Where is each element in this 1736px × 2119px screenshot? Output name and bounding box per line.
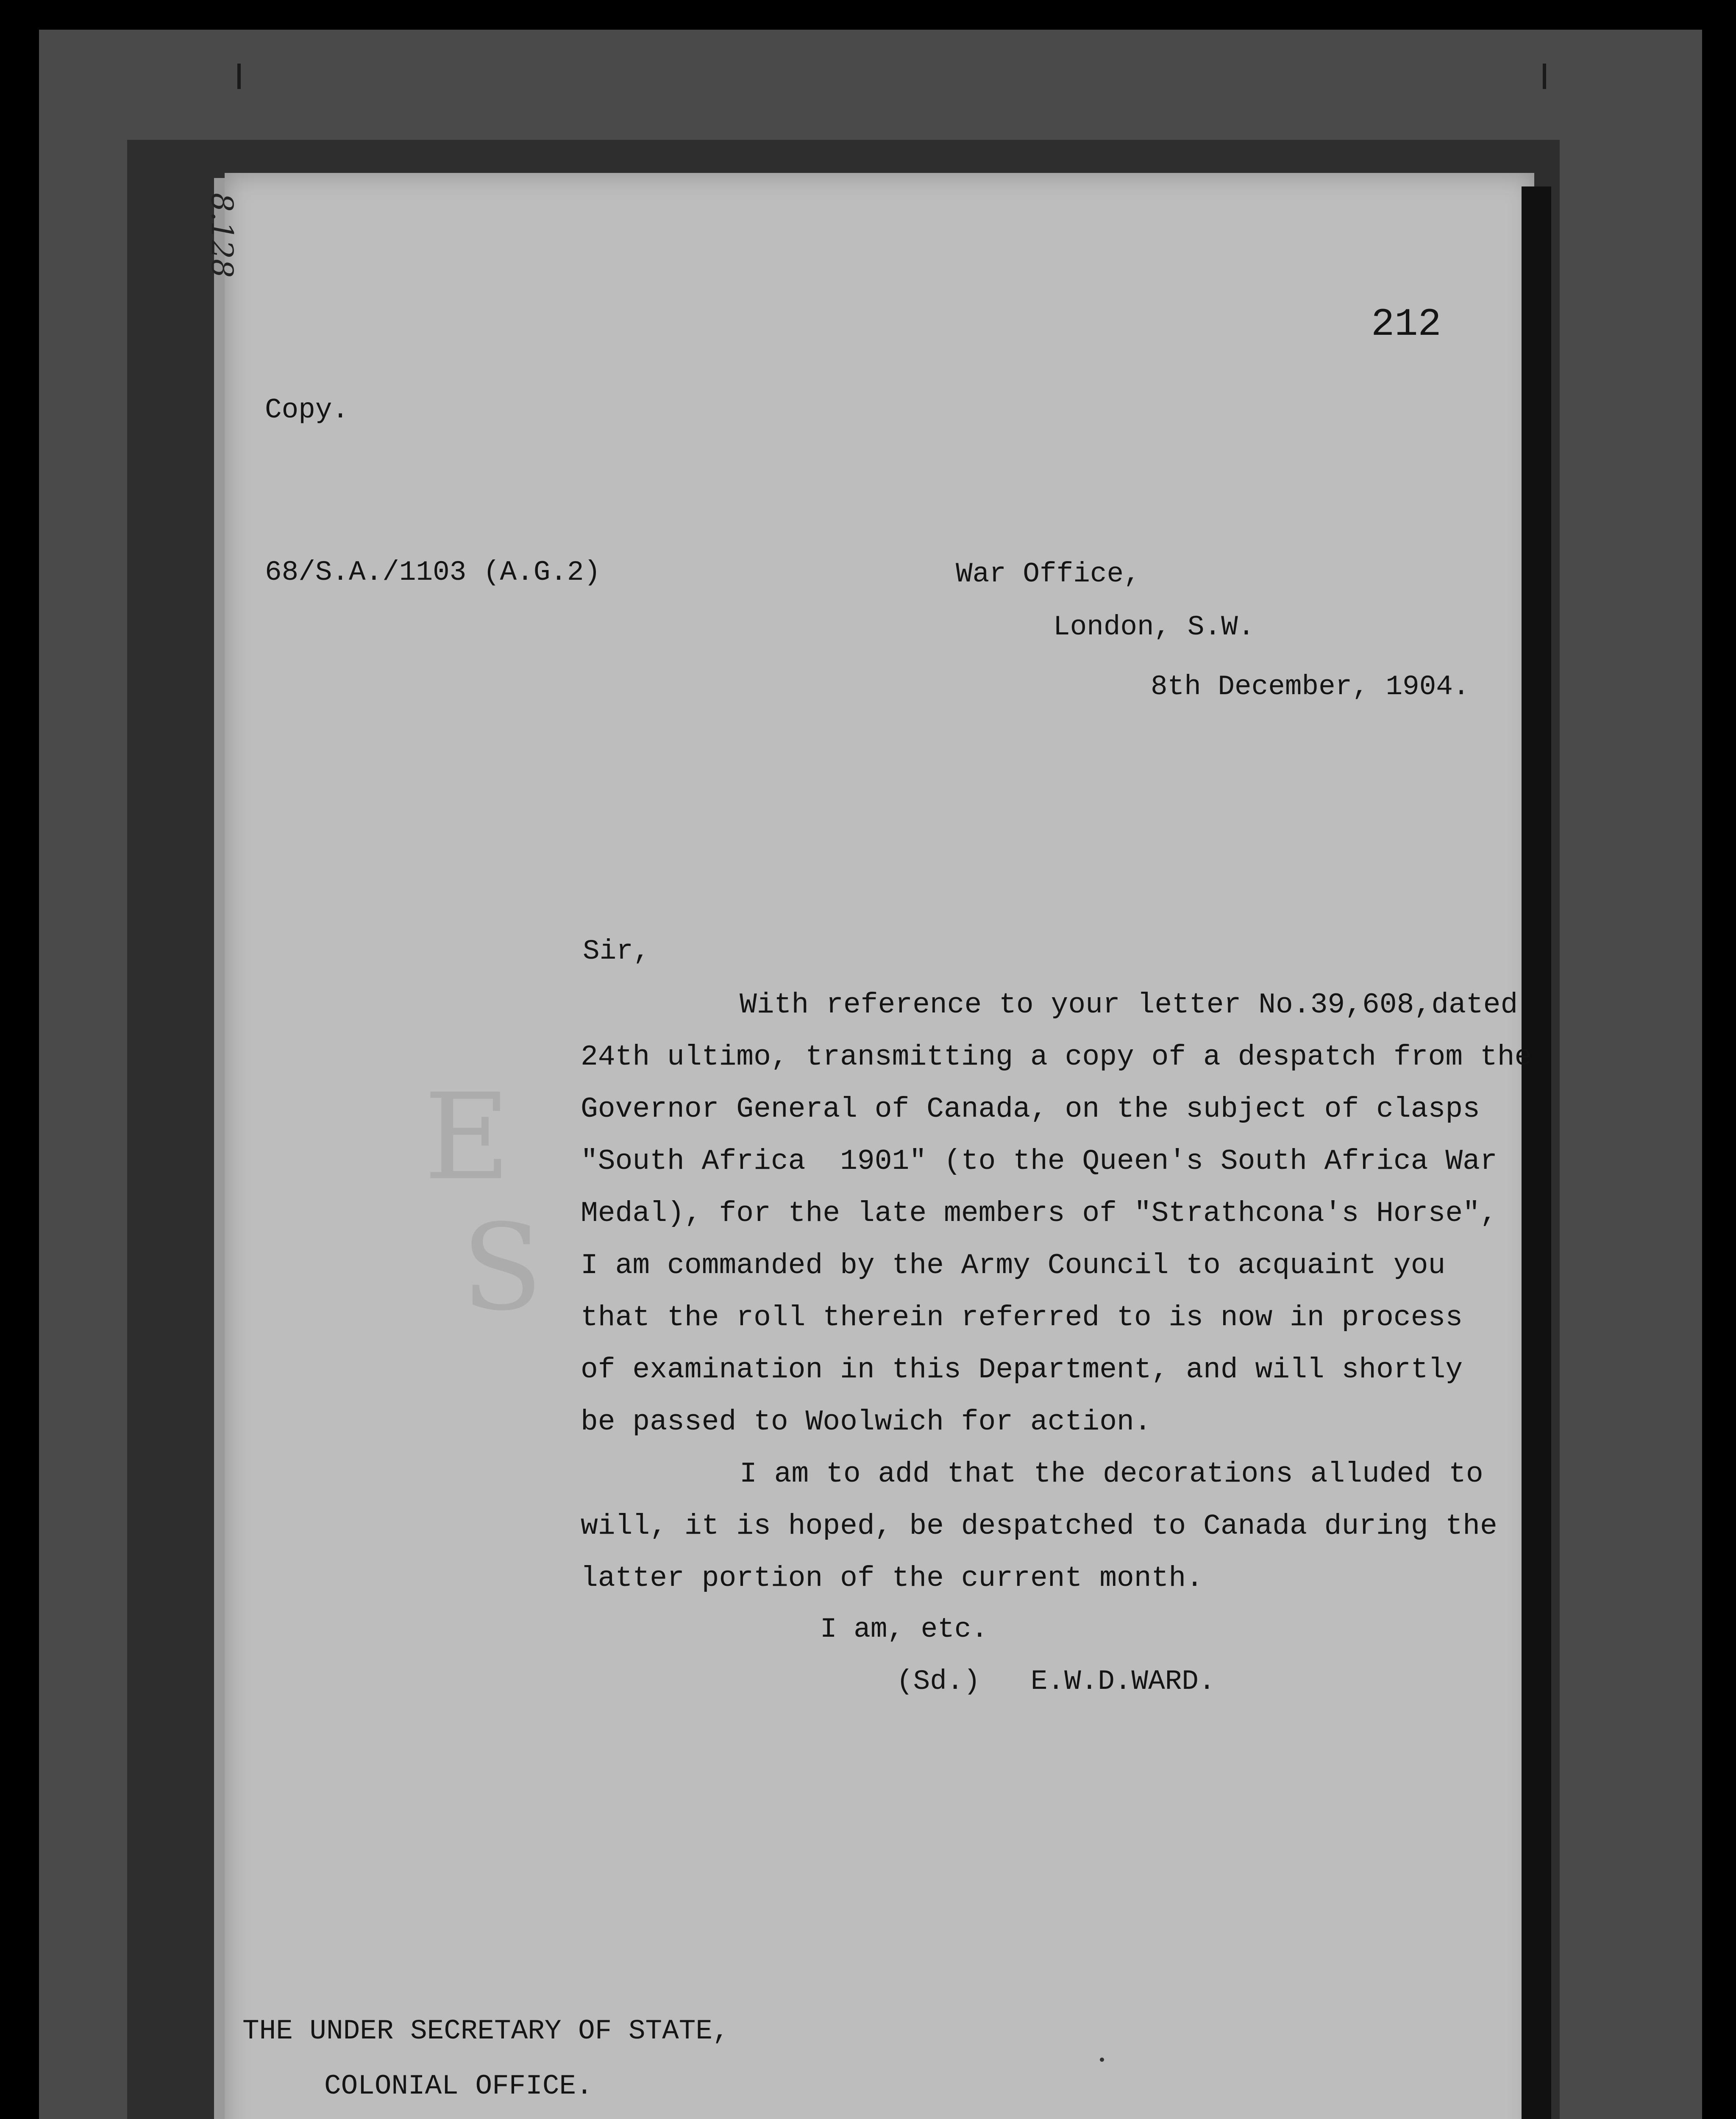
recipient-line-1: THE UNDER SECRETARY OF STATE, — [242, 2015, 729, 2047]
salutation: Sir, — [583, 935, 650, 967]
body-line: be passed to Woolwich for action. — [581, 1406, 1152, 1438]
body-line: I am to add that the decorations alluded to — [740, 1458, 1483, 1491]
signature: (Sd.) E.W.D.WARD. — [896, 1666, 1216, 1697]
body-line: latter portion of the current month. — [581, 1562, 1204, 1595]
body-line: Medal), for the late members of "Strathcona's Horse", — [581, 1197, 1497, 1230]
letter-date: 8th December, 1904. — [1151, 671, 1470, 703]
body-line: With reference to your letter No.39,608,dated — [740, 989, 1518, 1021]
body-line: of examination in this Department, and will shortly — [581, 1354, 1463, 1386]
sender-line-1: War Office, — [956, 558, 1141, 590]
mount-tick-right — [1543, 64, 1546, 89]
recipient-line-2: COLONIAL OFFICE. — [324, 2070, 593, 2102]
faint-stamp-watermark: E S — [424, 1068, 543, 1337]
mount-tick-left — [237, 64, 241, 89]
body-line: I am commanded by the Army Council to acquaint you — [581, 1249, 1446, 1282]
copy-label: Copy. — [265, 394, 349, 426]
body-line: "South Africa 1901" (to the Queen's South Africa War — [581, 1145, 1497, 1178]
body-line: that the roll therein referred to is now in process — [581, 1301, 1463, 1334]
page-speck — [1100, 2058, 1104, 2062]
body-line: will, it is hoped, be despatched to Canada during the — [581, 1510, 1497, 1543]
page-number: 212 — [1371, 302, 1441, 347]
sender-line-2: London, S.W. — [1053, 611, 1255, 643]
body-line: 24th ultimo, transmitting a copy of a despatch from the — [581, 1041, 1532, 1073]
handwritten-margin-note: 8.128 — [205, 193, 239, 278]
reference-number: 68/S.A./1103 (A.G.2) — [265, 556, 601, 588]
closing: I am, etc. — [820, 1613, 988, 1645]
page-edge-right — [1522, 186, 1551, 2119]
body-line: Governor General of Canada, on the subject of clasps — [581, 1093, 1480, 1126]
